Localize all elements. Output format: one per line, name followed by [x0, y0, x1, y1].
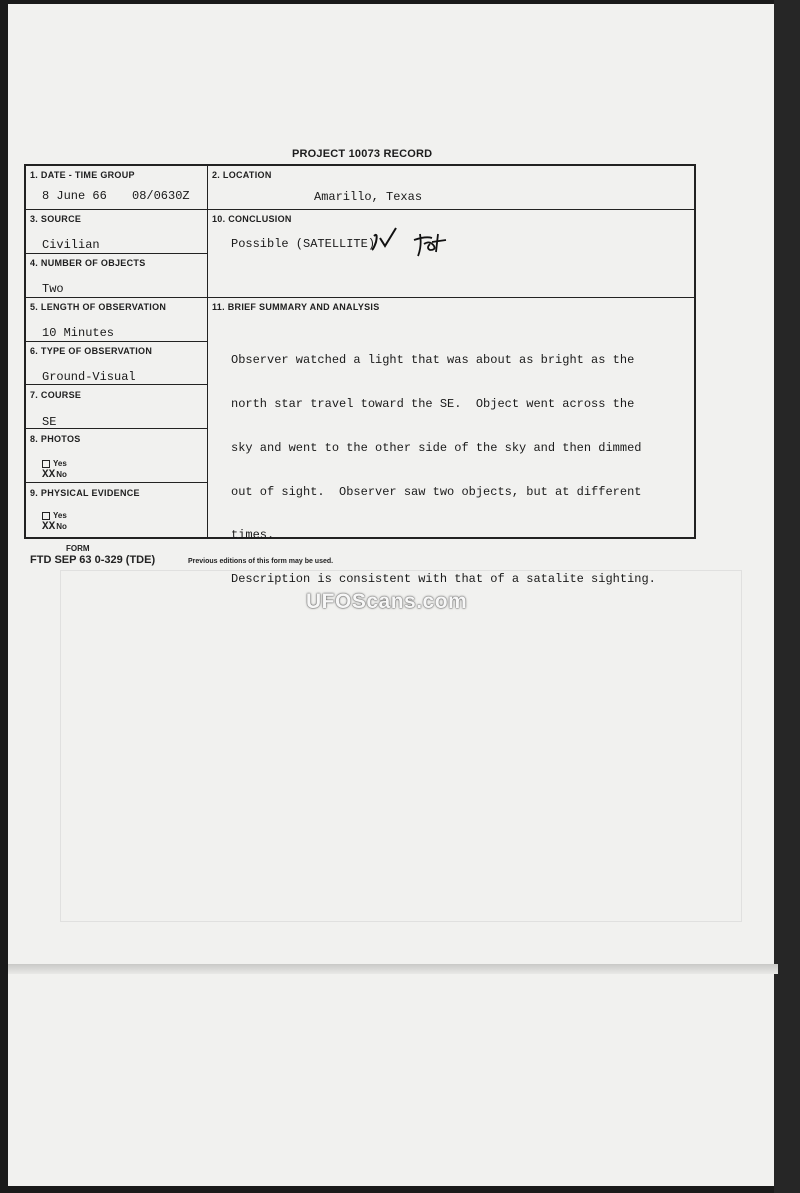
bleed-through-frame	[60, 570, 742, 922]
conclusion-label: 10. CONCLUSION	[212, 214, 292, 224]
summary-line: Description is consistent with that of a satalite sighting.	[231, 572, 656, 587]
photos-label: 8. PHOTOS	[30, 434, 81, 444]
summary-line: Observer watched a light that was about as bright as the	[231, 353, 635, 368]
source-value: Civilian	[42, 238, 100, 252]
source-label: 3. SOURCE	[30, 214, 82, 224]
summary-line: out of sight. Observer saw two objects, but at different	[231, 484, 642, 499]
footer-form-number: FTD SEP 63 0-329 (TDE)	[30, 554, 156, 566]
xx-mark: XX	[42, 469, 56, 481]
conclusion-value: Possible (SATELLITE)	[231, 237, 376, 251]
page-fold	[8, 964, 778, 974]
photos-yes-option: Yes	[42, 459, 67, 468]
row-divider-left-6	[26, 384, 207, 385]
location-label: 2. LOCATION	[212, 170, 272, 180]
photos-no-option: XXNo	[42, 469, 67, 481]
footer-form-word: FORM	[66, 544, 90, 553]
date-time-group-label: 1. DATE - TIME GROUP	[30, 170, 135, 180]
physical-evidence-no-option: XXNo	[42, 521, 67, 533]
location-value: Amarillo, Texas	[314, 190, 423, 204]
time-value: 08/0630Z	[132, 189, 190, 203]
row-divider-2	[26, 297, 694, 298]
watermark: UFOScans.com	[306, 590, 468, 613]
summary-text	[231, 324, 691, 616]
type-of-observation-value: Ground-Visual	[42, 370, 136, 384]
row-divider-left-3	[26, 253, 207, 254]
course-value: SE	[42, 415, 57, 429]
footer-note: Previous editions of this form may be used.	[188, 558, 334, 565]
physical-evidence-label: 9. PHYSICAL EVIDENCE	[30, 488, 140, 498]
row-divider-left-8	[26, 482, 207, 483]
project-title: PROJECT 10073 RECORD	[292, 148, 433, 160]
summary-label: 11. BRIEF SUMMARY AND ANALYSIS	[212, 302, 380, 312]
date-value: 8 June 66	[42, 189, 107, 203]
physical-evidence-yes-option: Yes	[42, 511, 67, 520]
length-of-observation-label: 5. LENGTH OF OBSERVATION	[30, 302, 167, 312]
handwritten-initials-icon	[370, 226, 460, 262]
summary-line: sky and went to the other side of the sky and then dimmed	[231, 440, 642, 455]
course-label: 7. COURSE	[30, 390, 82, 400]
xx-mark: XX	[42, 521, 56, 533]
scan-edge	[774, 0, 800, 1193]
number-of-objects-label: 4. NUMBER OF OBJECTS	[30, 258, 146, 268]
row-divider-left-5	[26, 341, 207, 342]
number-of-objects-value: Two	[42, 282, 64, 296]
checkbox-icon	[42, 512, 50, 520]
row-divider-1	[26, 209, 694, 210]
length-of-observation-value: 10 Minutes	[42, 326, 115, 340]
column-divider	[207, 166, 208, 537]
summary-line: north star travel toward the SE. Object went across the	[231, 396, 635, 411]
checkbox-icon	[42, 460, 50, 468]
type-of-observation-label: 6. TYPE OF OBSERVATION	[30, 346, 153, 356]
summary-line: times.	[231, 528, 275, 543]
